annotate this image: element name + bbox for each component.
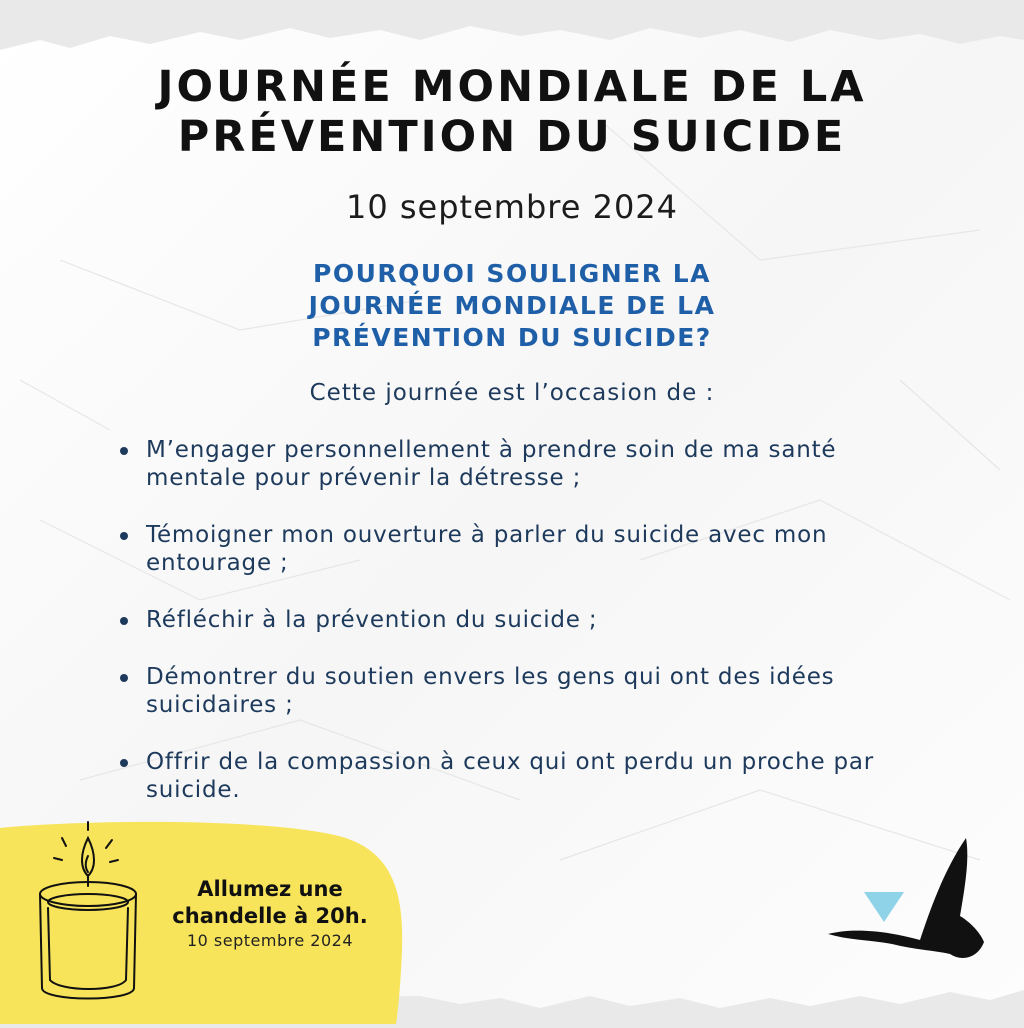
section-heading bbox=[0, 258, 1024, 354]
callout-line-2: chandelle à 20h. bbox=[172, 904, 368, 928]
callout-line-1: Allumez une bbox=[197, 877, 343, 901]
list-item: Démontrer du soutien envers les gens qui ont des idées suicidaires ; bbox=[118, 663, 938, 719]
candle-icon bbox=[0, 820, 150, 1024]
list-item: Réfléchir à la prévention du suicide ; bbox=[118, 606, 938, 634]
bullet-list bbox=[118, 436, 938, 833]
bird-logo-icon bbox=[820, 830, 990, 970]
list-item: Offrir de la compassion à ceux qui ont perdu un proche par suicide. bbox=[118, 748, 938, 804]
title-line-1: JOURNÉE MONDIALE DE LA bbox=[157, 62, 867, 112]
callout-date: 10 septembre 2024 bbox=[186, 931, 353, 950]
title-line-2: PRÉVENTION DU SUICIDE bbox=[177, 112, 847, 162]
heading-line-2: JOURNÉE MONDIALE DE LA bbox=[308, 291, 716, 320]
organization-logo bbox=[820, 830, 990, 974]
callout-text bbox=[150, 876, 390, 952]
heading-line-1: POURQUOI SOULIGNER LA bbox=[313, 259, 711, 288]
list-item: M’engager personnellement à prendre soin de ma santé mentale pour prévenir la détresse ; bbox=[118, 436, 938, 492]
event-date: 10 septembre 2024 bbox=[345, 188, 679, 226]
list-item: Témoigner mon ouverture à parler du suicide avec mon entourage ; bbox=[118, 521, 938, 577]
page-title bbox=[0, 62, 1024, 162]
heading-line-3: PRÉVENTION DU SUICIDE? bbox=[312, 323, 712, 352]
intro-text: Cette journée est l’occasion de : bbox=[309, 380, 715, 406]
